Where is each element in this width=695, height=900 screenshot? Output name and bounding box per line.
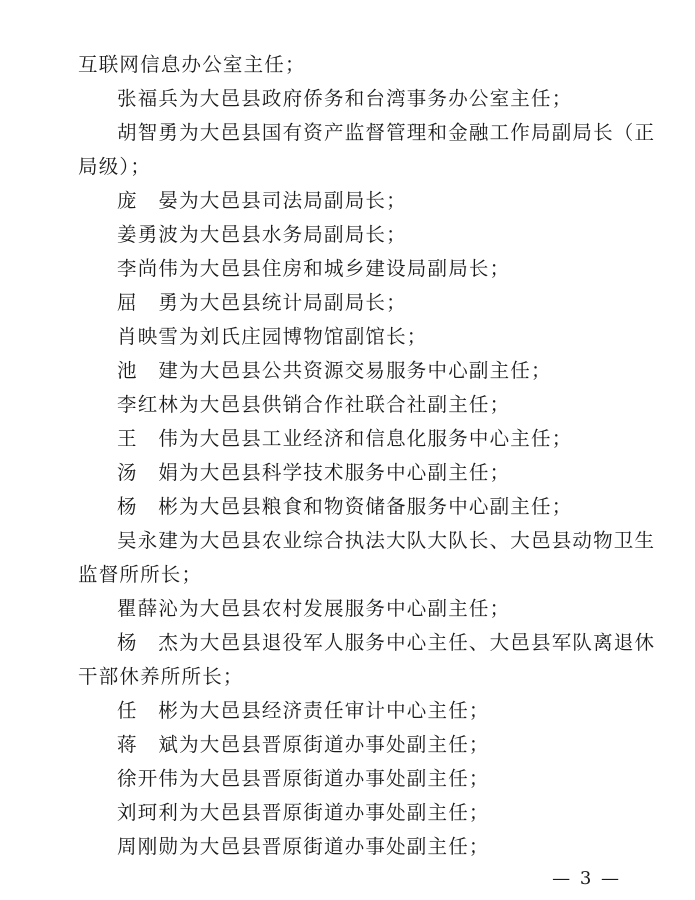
text-line: 徐开伟为大邑县晋原街道办事处副主任； <box>117 767 490 790</box>
text-line: 池 建为大邑县公共资源交易服务中心副主任； <box>117 359 552 382</box>
text-line: 刘珂利为大邑县晋原街道办事处副主任； <box>117 801 490 824</box>
text-line: 干部休养所所长； <box>78 665 244 688</box>
text-line: 吴永建为大邑县农业综合执法大队大队长、大邑县动物卫生 <box>117 529 656 552</box>
text-line: 胡智勇为大邑县国有资产监督管理和金融工作局副局长（正 <box>117 121 656 144</box>
text-line: 汤 娟为大邑县科学技术服务中心副主任； <box>117 461 511 484</box>
text-line: 局级）； <box>78 155 152 178</box>
text-line: 任 彬为大邑县经济责任审计中心主任； <box>117 699 490 722</box>
text-line: 周刚勋为大邑县晋原街道办事处副主任； <box>117 835 490 858</box>
text-line: 李红林为大邑县供销合作社联合社副主任； <box>117 393 511 416</box>
text-line: 杨 杰为大邑县退役军人服务中心主任、大邑县军队离退休 <box>117 631 656 654</box>
text-line: 杨 彬为大邑县粮食和物资储备服务中心副主任； <box>117 495 573 518</box>
text-line: 肖映雪为刘氏庄园博物馆副馆长； <box>117 325 428 348</box>
text-line: 王 伟为大邑县工业经济和信息化服务中心主任； <box>117 427 573 450</box>
text-line: 庞 晏为大邑县司法局副局长； <box>117 189 407 212</box>
text-line: 监督所所长； <box>78 563 203 586</box>
text-line: 蒋 斌为大邑县晋原街道办事处副主任； <box>117 733 490 756</box>
text-line: 李尚伟为大邑县住房和城乡建设局副局长； <box>117 257 511 280</box>
text-line: 瞿薛沁为大邑县农村发展服务中心副主任； <box>117 597 511 620</box>
text-line: 张福兵为大邑县政府侨务和台湾事务办公室主任； <box>117 87 573 110</box>
text-line: 姜勇波为大邑县水务局副局长； <box>117 223 407 246</box>
page-number: — 3 — <box>552 868 621 889</box>
text-line: 屈 勇为大邑县统计局副局长； <box>117 291 407 314</box>
text-line: 互联网信息办公室主任； <box>78 53 306 76</box>
document-body <box>78 48 656 864</box>
